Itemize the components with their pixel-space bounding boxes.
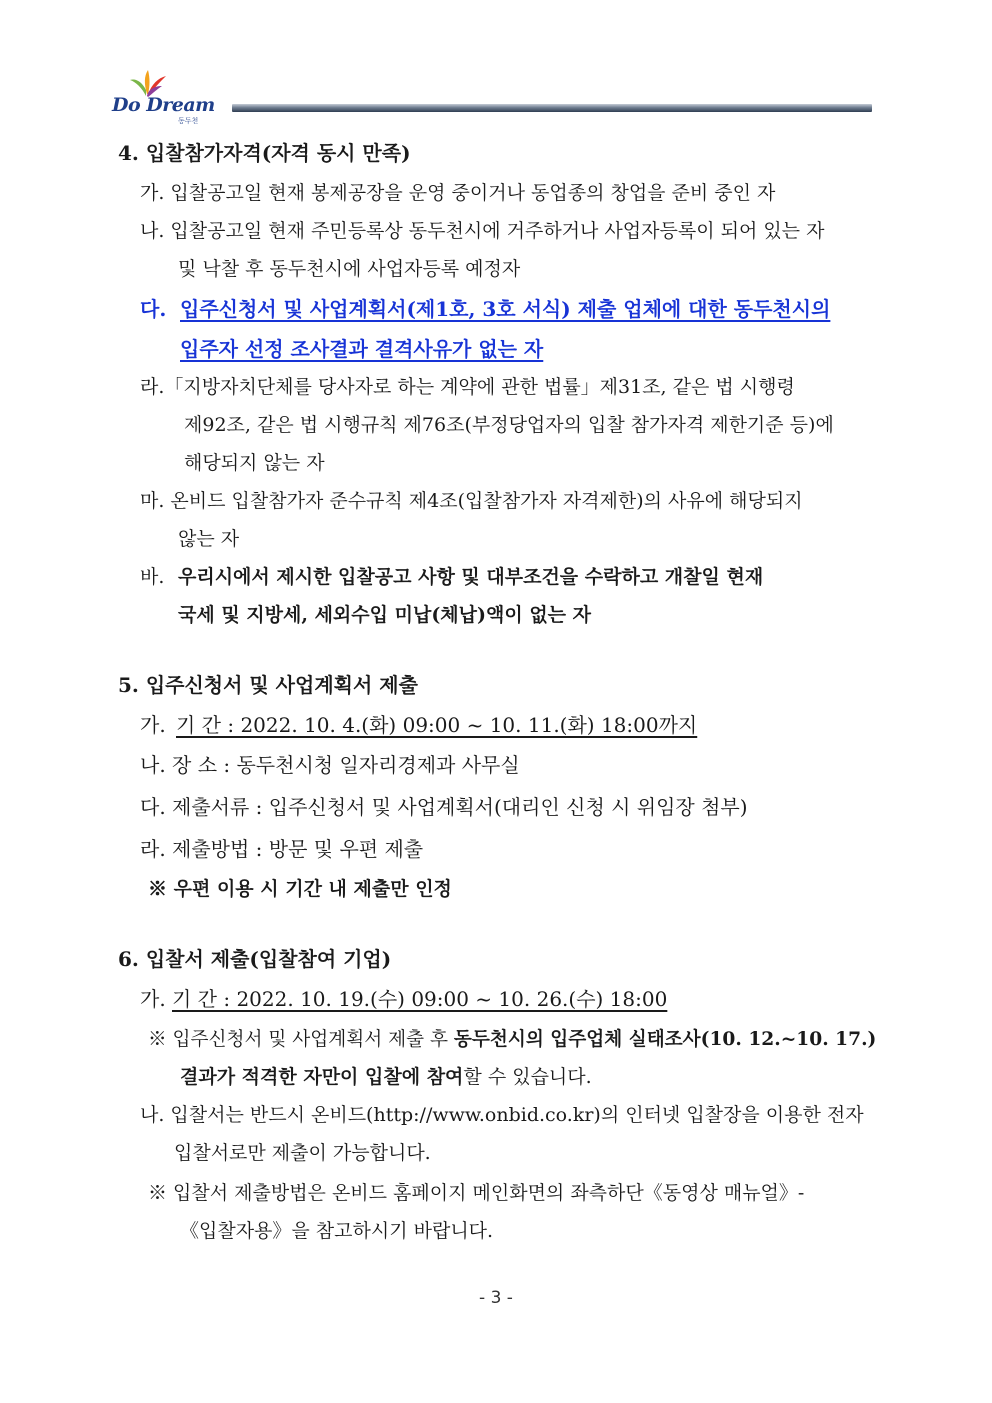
s4-item-ra-line3: 해당되지 않는 자 (184, 452, 325, 474)
section-6-title: 6. 입찰서 제출(입찰참여 기업) (118, 947, 392, 971)
s6-note2-line1: ※ 입찰서 제출방법은 온비드 홈페이지 메인화면의 좌측하단《동영상 매뉴얼》- (148, 1182, 805, 1204)
s6-note1-line2 (180, 1064, 592, 1090)
s4-item-ba-line1: 우리시에서 제시한 입찰공고 사항 및 대부조건을 수락하고 개찰일 현재 (178, 566, 764, 588)
s5-item-ga-label: 가. (140, 713, 166, 737)
s4-item-na-line2: 및 낙찰 후 동두천시에 사업자등록 예정자 (178, 258, 521, 280)
section-5-title: 5. 입주신청서 및 사업계획서 제출 (118, 673, 418, 697)
logo-text: Do Dream (112, 94, 215, 116)
s6-note1-part-d: 할 수 있습니다. (463, 1066, 592, 1088)
s5-item-da-documents: 다. 제출서류 : 입주신청서 및 사업계획서(대리인 신청 시 위임장 첨부) (140, 795, 748, 819)
s6-item-na-line1: 나. 입찰서는 반드시 온비드(http://www.onbid.co.kr)의 인터넷 입찰장을 이용한 전자 (140, 1104, 864, 1126)
s4-item-da-line2: 입주자 선정 조사결과 결격사유가 없는 자 (180, 337, 544, 361)
s6-item-ga-period: 기 간 : 2022. 10. 19.(수) 09:00 ~ 10. 26.(수) 18:00 (172, 987, 668, 1011)
s5-item-ra-method: 라. 제출방법 : 방문 및 우편 제출 (140, 837, 424, 861)
s5-note-mail: ※ 우편 이용 시 기간 내 제출만 인정 (148, 878, 452, 900)
s4-item-na-line1: 나. 입찰공고일 현재 주민등록상 동두천시에 거주하거나 사업자등록이 되어 있는 자 (140, 220, 825, 242)
s4-item-ga: 가. 입찰공고일 현재 봉제공장을 운영 중이거나 동업종의 창업을 준비 중인 자 (140, 182, 776, 204)
header-rule (232, 104, 872, 112)
s6-note1-part-c: 결과가 적격한 자만이 입찰에 참여 (180, 1066, 464, 1088)
s6-note1-part-b: 동두천시의 입주업체 실태조사(10. 12.~10. 17.) (453, 1028, 877, 1050)
s4-item-ma-line1: 마. 온비드 입찰참가자 준수규칙 제4조(입찰참가자 자격제한)의 사유에 해당되지 (140, 490, 803, 512)
logo-subtext: 동두천 (178, 117, 199, 125)
s5-item-na-location: 나. 장 소 : 동두천시청 일자리경제과 사무실 (140, 753, 520, 777)
s4-item-ra-line2: 제92조, 같은 법 시행규칙 제76조(부정당업자의 입찰 참가자격 제한기준 등)에 (184, 414, 834, 436)
s6-item-ga-label: 가. (140, 987, 166, 1011)
dodream-logo (112, 70, 224, 124)
s4-item-da-line1: 입주신청서 및 사업계획서(제1호, 3호 서식) 제출 업체에 대한 동두천시의 (180, 297, 831, 321)
page-number: - 3 - (479, 1288, 513, 1308)
s6-note1-line1 (148, 1026, 876, 1052)
s5-item-ga-period: 기 간 : 2022. 10. 4.(화) 09:00 ~ 10. 11.(화) 18:00까지 (176, 713, 698, 737)
s6-note2-line2: 《입찰자용》을 참고하시기 바랍니다. (180, 1220, 494, 1242)
s6-item-na-line2: 입찰서로만 제출이 가능합니다. (174, 1142, 431, 1164)
s4-item-da-label: 다. (140, 297, 167, 321)
section-4-title: 4. 입찰참가자격(자격 동시 만족) (118, 141, 411, 165)
s6-note1-part-a: ※ 입주신청서 및 사업계획서 제출 후 (148, 1028, 454, 1050)
s4-item-ra-line1: 라.「지방자치단체를 당사자로 하는 계약에 관한 법률」제31조, 같은 법 시행령 (140, 376, 795, 398)
s4-item-ba-label: 바. (140, 566, 165, 588)
s4-item-ba-line2: 국세 및 지방세, 세외수입 미납(체납)액이 없는 자 (178, 604, 592, 626)
s4-item-ma-line2: 않는 자 (178, 528, 240, 550)
